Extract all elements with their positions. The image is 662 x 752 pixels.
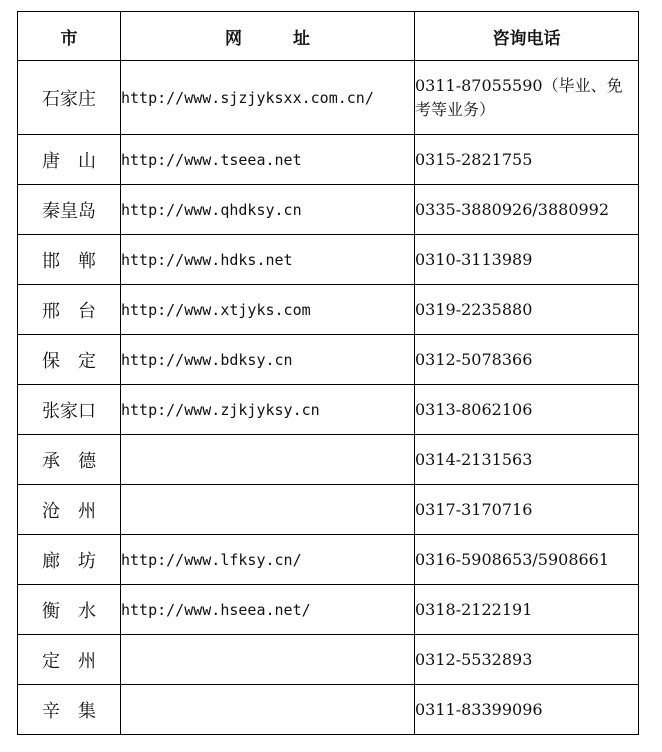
phone-cell: 0318-2122191 — [415, 585, 639, 635]
website-link[interactable]: http://www.xtjyks.com — [121, 285, 415, 335]
website-link[interactable]: http://www.hseea.net/ — [121, 585, 415, 635]
city-cell: 承 德 — [18, 435, 121, 485]
phone-cell: 0319-2235880 — [415, 285, 639, 335]
phone-cell: 0317-3170716 — [415, 485, 639, 535]
phone-cell: 0310-3113989 — [415, 235, 639, 285]
phone-cell: 0314-2131563 — [415, 435, 639, 485]
city-cell: 邯 郸 — [18, 235, 121, 285]
city-cell: 衡 水 — [18, 585, 121, 635]
phone-cell: 0311-83399096 — [415, 685, 639, 735]
city-cell: 石家庄 — [18, 61, 121, 135]
header-website: 网 址 — [121, 12, 415, 61]
city-cell: 辛 集 — [18, 685, 121, 735]
phone-cell: 0315-2821755 — [415, 135, 639, 185]
phone-cell: 0316-5908653/5908661 — [415, 535, 639, 585]
table-row — [18, 385, 639, 435]
website-link[interactable]: http://www.qhdksy.cn — [121, 185, 415, 235]
website-cell-empty — [121, 685, 415, 735]
header-phone: 咨询电话 — [415, 12, 639, 61]
website-cell-empty — [121, 435, 415, 485]
city-cell: 张家口 — [18, 385, 121, 435]
contact-table — [17, 11, 639, 735]
phone-cell: 0311-87055590（毕业、免考等业务） — [415, 61, 639, 135]
phone-cell: 0312-5532893 — [415, 635, 639, 685]
phone-cell: 0335-3880926/3880992 — [415, 185, 639, 235]
table-row — [18, 435, 639, 485]
city-cell: 唐 山 — [18, 135, 121, 185]
website-link[interactable]: http://www.zjkjyksy.cn — [121, 385, 415, 435]
table-row — [18, 235, 639, 285]
website-link[interactable]: http://www.bdksy.cn — [121, 335, 415, 385]
table-row — [18, 285, 639, 335]
phone-cell: 0313-8062106 — [415, 385, 639, 435]
city-cell: 保 定 — [18, 335, 121, 385]
phone-cell: 0312-5078366 — [415, 335, 639, 385]
website-link[interactable]: http://www.tseea.net — [121, 135, 415, 185]
table-row — [18, 535, 639, 585]
city-cell: 秦皇岛 — [18, 185, 121, 235]
city-cell: 廊 坊 — [18, 535, 121, 585]
table-row — [18, 585, 639, 635]
city-cell: 定 州 — [18, 635, 121, 685]
table-row — [18, 485, 639, 535]
table-row — [18, 685, 639, 735]
header-row — [18, 12, 639, 61]
website-link[interactable]: http://www.sjzjyksxx.com.cn/ — [121, 61, 415, 135]
website-cell-empty — [121, 635, 415, 685]
table-row — [18, 635, 639, 685]
header-city: 市 — [18, 12, 121, 61]
city-cell: 沧 州 — [18, 485, 121, 535]
website-link[interactable]: http://www.hdks.net — [121, 235, 415, 285]
city-cell: 邢 台 — [18, 285, 121, 335]
table-row — [18, 61, 639, 135]
website-link[interactable]: http://www.lfksy.cn/ — [121, 535, 415, 585]
website-cell-empty — [121, 485, 415, 535]
table-row — [18, 135, 639, 185]
table-row — [18, 185, 639, 235]
table-row — [18, 335, 639, 385]
